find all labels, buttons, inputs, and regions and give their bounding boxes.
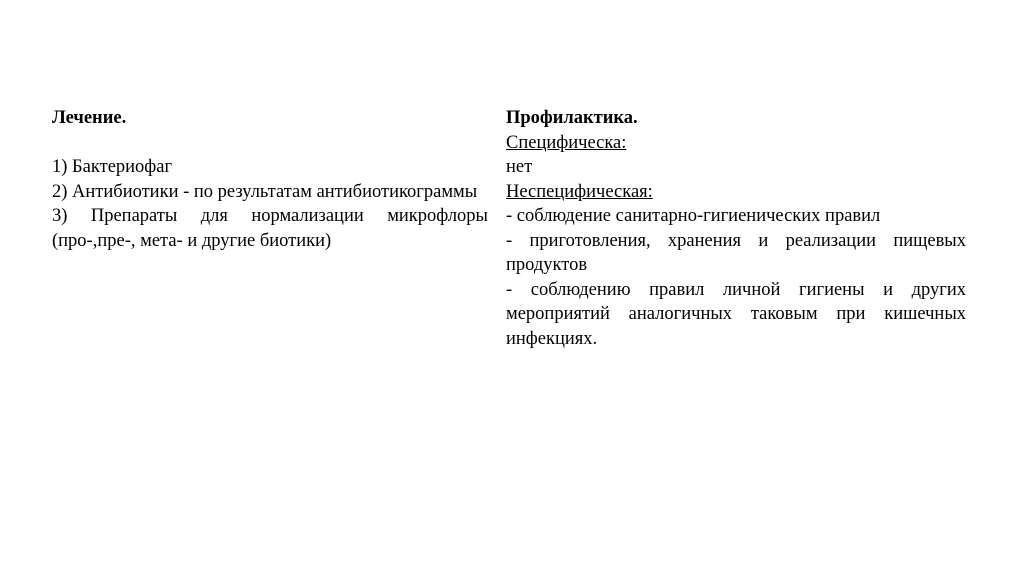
treatment-item-1: 1) Бактериофаг (52, 157, 173, 177)
prevention-column (506, 106, 966, 351)
treatment-heading: Лечение. (52, 108, 127, 128)
prevention-item-1: - соблюдение санитарно-гигиенических правил (506, 206, 881, 226)
treatment-column (52, 106, 488, 253)
prevention-item-3: - соблюдению правил личной гигиены и других мероприятий аналогичных таковым при кишечных инфекциях. (506, 279, 966, 349)
prevention-item-2: - приготовления, хранения и реализации пищевых продуктов (506, 230, 966, 275)
treatment-item-3: 3) Препараты для нормализации микрофлоры (про-,пре-, мета- и другие биотики) (52, 206, 488, 251)
specific-label: Специфическа: (506, 132, 627, 153)
specific-value: нет (506, 157, 533, 177)
treatment-item-2: 2) Антибиотики - по результатам антибиотикограммы (52, 181, 478, 202)
spacer (52, 131, 488, 156)
nonspecific-label: Неспецифическая: (506, 181, 653, 202)
prevention-heading: Профилактика. (506, 108, 638, 128)
